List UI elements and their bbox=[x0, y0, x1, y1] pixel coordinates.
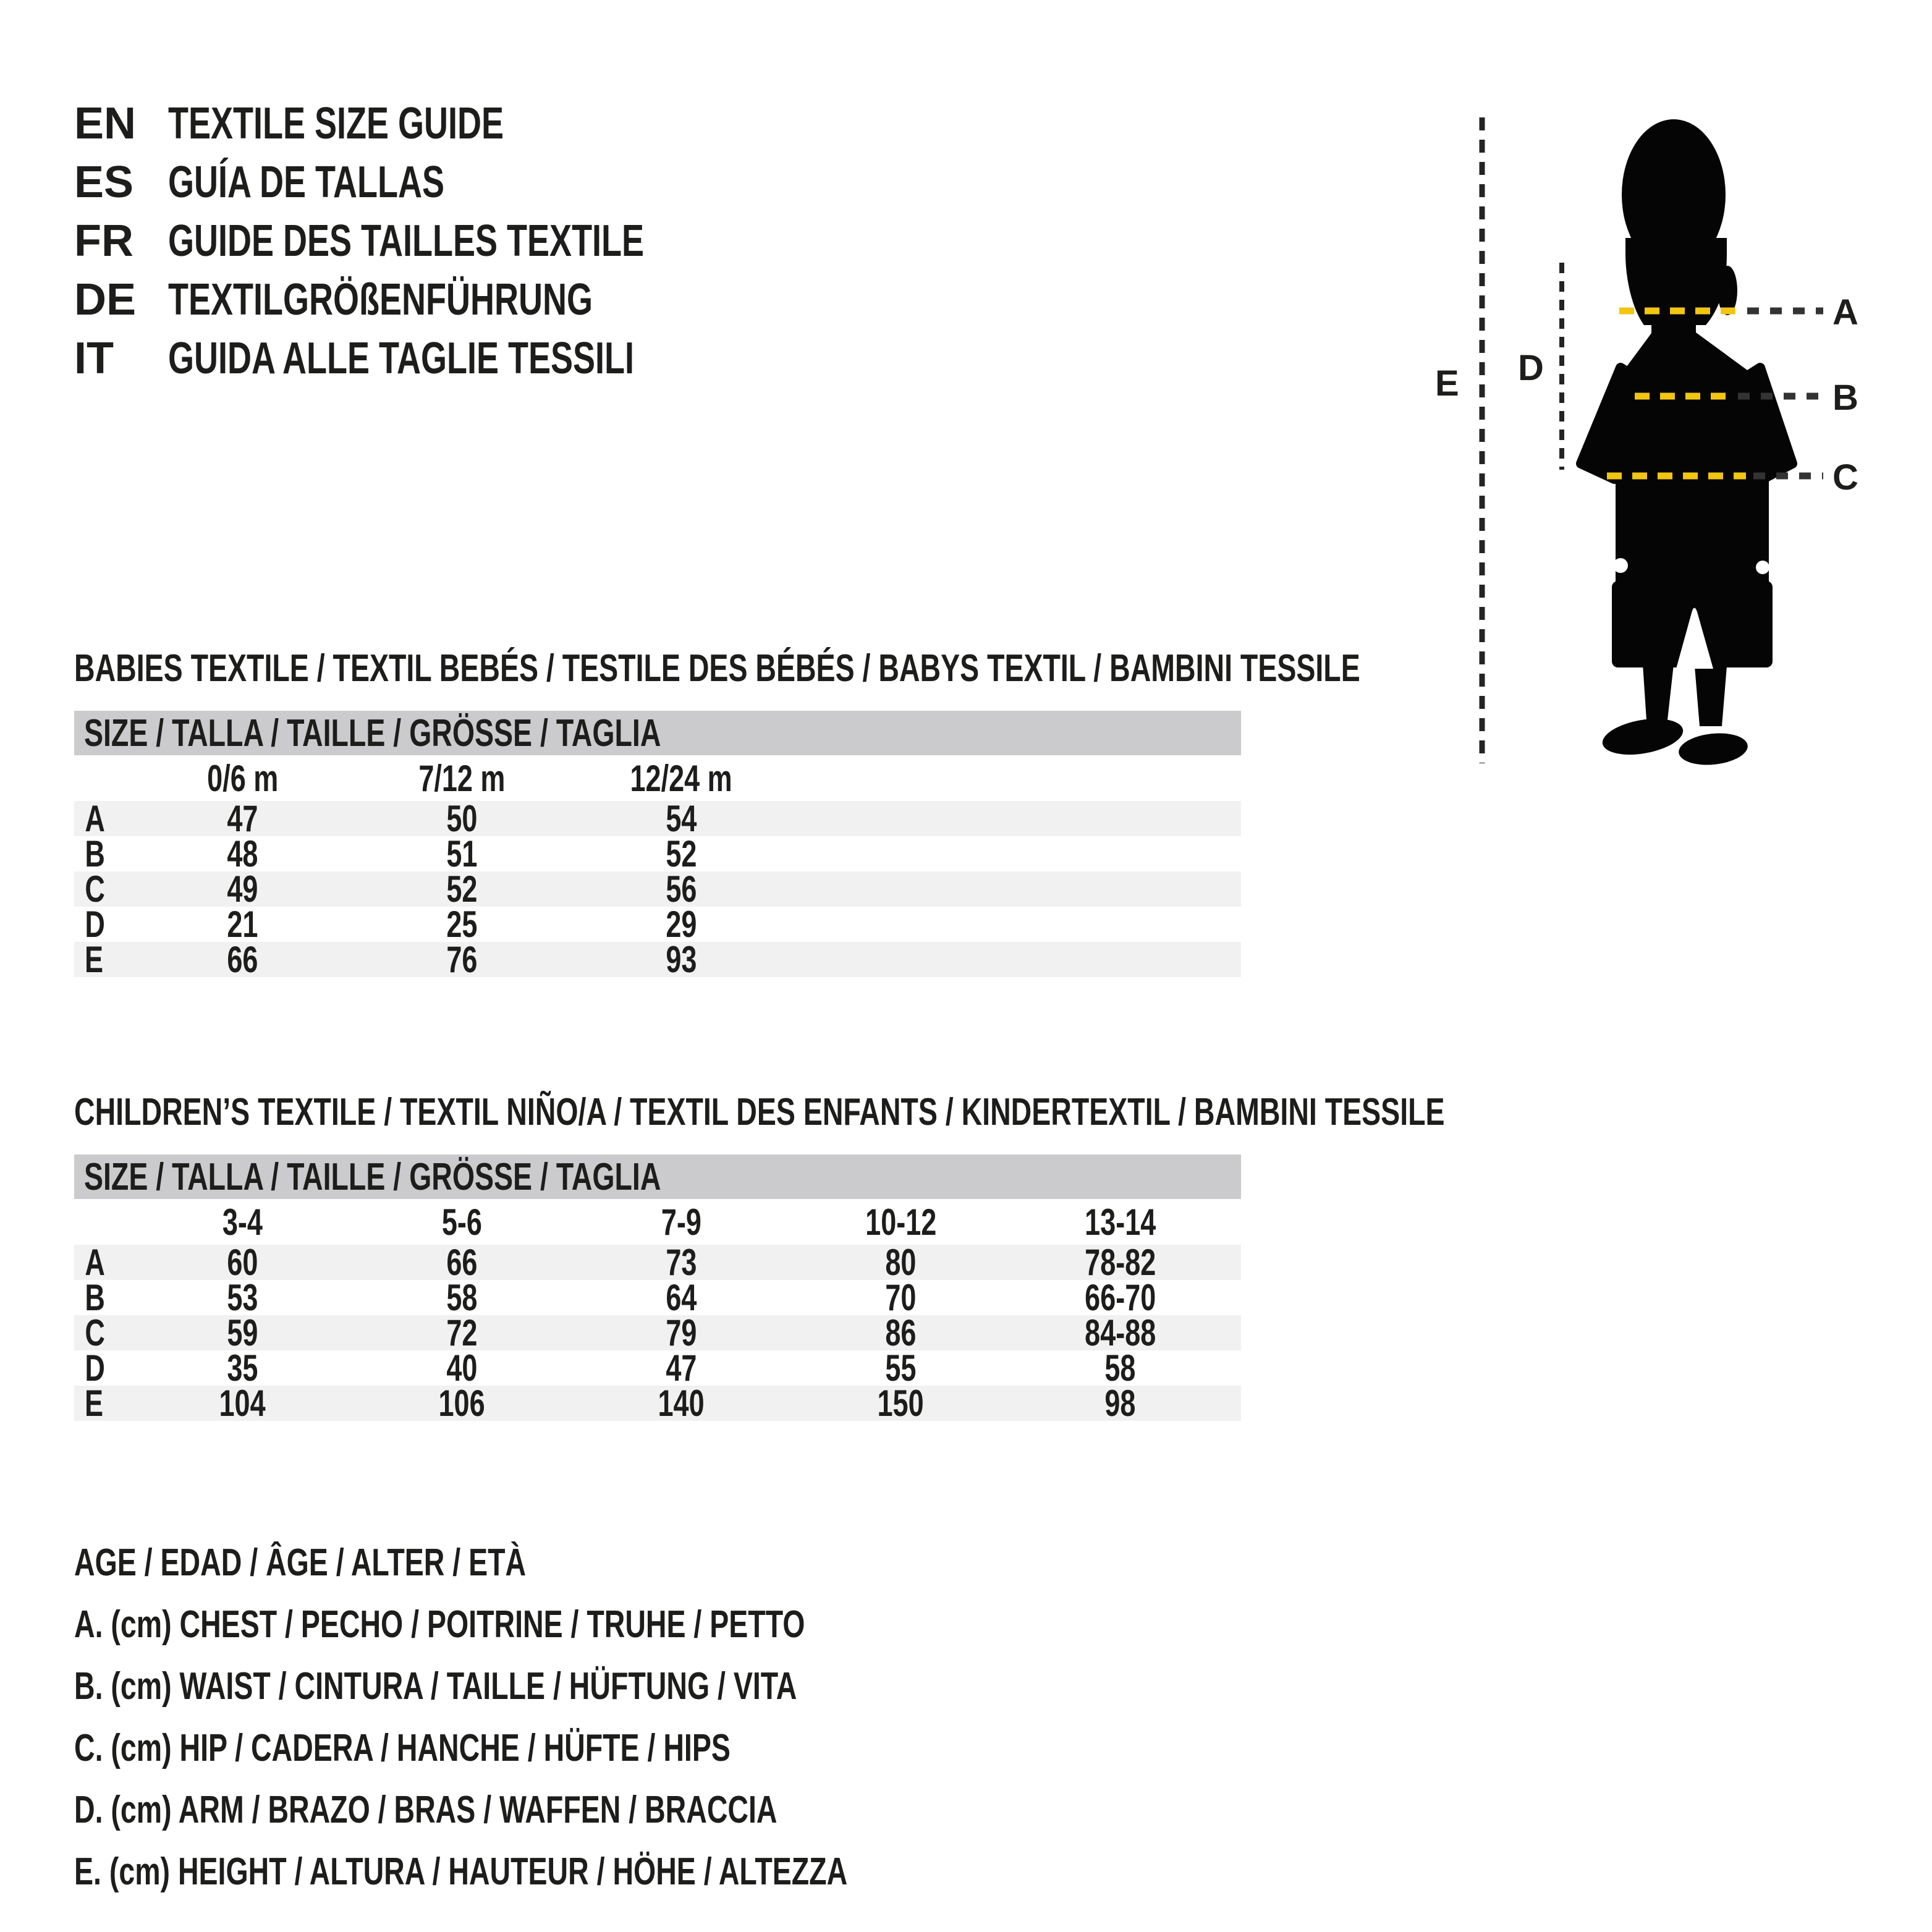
language-guide-title: GUIDA ALLE TAGLIE TESSILI bbox=[168, 334, 634, 383]
arm-label-d: D bbox=[1518, 348, 1544, 388]
size-value: 64 bbox=[666, 1277, 697, 1318]
size-value: 58 bbox=[446, 1277, 478, 1318]
language-code: ES bbox=[74, 158, 134, 207]
size-value: 48 bbox=[227, 833, 258, 875]
size-value: 47 bbox=[666, 1347, 697, 1389]
size-value: 150 bbox=[877, 1383, 925, 1424]
size-value: 53 bbox=[227, 1277, 258, 1318]
legend-line-text: B. (cm) WAIST / CINTURA / TAILLE / HÜFTUNG / VITA bbox=[74, 1665, 797, 1708]
babies-size-header bbox=[74, 711, 1241, 755]
size-value: 66 bbox=[446, 1242, 478, 1283]
legend-line-text: C. (cm) HIP / CADERA / HANCHE / HÜFTE / HIPS bbox=[74, 1727, 731, 1769]
language-row-fr bbox=[74, 218, 803, 276]
size-value: 50 bbox=[446, 798, 478, 839]
table-row bbox=[74, 939, 1241, 980]
row-label-text: D bbox=[85, 904, 105, 945]
language-guide-title: GUIDE DES TAILLES TEXTILE bbox=[168, 216, 645, 266]
size-value: 60 bbox=[227, 1242, 258, 1283]
waist-label-b: B bbox=[1832, 378, 1858, 418]
column-header-label: 13-14 bbox=[1084, 1201, 1156, 1243]
language-guide-title: TEXTILGRÖßENFÜHRUNG bbox=[168, 275, 593, 324]
children-section-title: CHILDREN’S TEXTILE / TEXTIL NIÑO/A / TEXTIL DES ENFANTS / KINDERTEXTIL / BAMBINI TESSILE bbox=[74, 1091, 1445, 1133]
row-label-text: C bbox=[85, 868, 105, 910]
size-value: 55 bbox=[885, 1347, 917, 1389]
column-header-row bbox=[74, 1199, 1241, 1245]
size-value-cell bbox=[133, 938, 352, 981]
size-value: 66 bbox=[227, 939, 258, 980]
table-row bbox=[74, 1347, 1241, 1389]
height-label-e: E bbox=[1435, 363, 1459, 404]
size-value: 76 bbox=[446, 939, 478, 980]
column-header-row bbox=[74, 755, 1241, 801]
children-size-table bbox=[74, 1155, 1241, 1424]
size-header-label: SIZE / TALLA / TAILLE / GRÖSSE / TAGLIA bbox=[84, 711, 661, 755]
babies-section-title: BABIES TEXTILE / TEXTIL BEBÉS / TESTILE DES BÉBÉS / BABYS TEXTIL / BAMBINI TESSILE bbox=[74, 647, 1360, 690]
column-header-label: 0/6 m bbox=[206, 757, 279, 799]
size-value: 98 bbox=[1104, 1383, 1136, 1424]
language-row-it bbox=[74, 335, 803, 394]
row-label-text: D bbox=[85, 1347, 105, 1389]
legend-line-1 bbox=[74, 1604, 1105, 1666]
legend-line-5 bbox=[74, 1852, 1105, 1913]
babies-size-table bbox=[74, 711, 1241, 980]
legend-line-4 bbox=[74, 1790, 1105, 1852]
column-header bbox=[1010, 1201, 1230, 1244]
size-value-cell bbox=[1010, 1382, 1230, 1425]
legend-line-text: AGE / EDAD / ÂGE / ALTER / ETÀ bbox=[74, 1541, 527, 1584]
size-value: 84-88 bbox=[1084, 1312, 1156, 1354]
table-row bbox=[74, 833, 1241, 875]
measurement-figure bbox=[1397, 93, 1932, 791]
language-guide-title: TEXTILE SIZE GUIDE bbox=[168, 99, 504, 148]
chest-label-a: A bbox=[1832, 292, 1858, 333]
column-header-label: 7/12 m bbox=[418, 757, 506, 799]
table-row bbox=[74, 1242, 1241, 1283]
column-header bbox=[133, 757, 352, 800]
column-header bbox=[572, 1201, 791, 1244]
legend-line-text: A. (cm) CHEST / PECHO / POITRINE / TRUHE / PETTO bbox=[74, 1603, 805, 1646]
legend-line-text: D. (cm) ARM / BRAZO / BRAS / WAFFEN / BRACCIA bbox=[74, 1789, 777, 1831]
legend-line-2 bbox=[74, 1666, 1105, 1728]
size-value-cell bbox=[572, 938, 791, 981]
language-code: IT bbox=[74, 334, 114, 383]
column-header-label: 7-9 bbox=[661, 1201, 702, 1243]
column-header-label: 3-4 bbox=[222, 1201, 263, 1243]
language-row-es bbox=[74, 159, 803, 218]
size-value: 47 bbox=[227, 798, 258, 839]
row-label-text: E bbox=[85, 1383, 104, 1424]
size-value: 56 bbox=[666, 868, 697, 910]
size-value: 79 bbox=[666, 1312, 697, 1354]
children-size-header bbox=[74, 1155, 1241, 1199]
size-header-label: SIZE / TALLA / TAILLE / GRÖSSE / TAGLIA bbox=[84, 1155, 661, 1198]
column-header-label: 5-6 bbox=[441, 1201, 483, 1243]
column-header-label: 12/24 m bbox=[630, 757, 733, 799]
column-header bbox=[572, 757, 791, 800]
size-value-cell bbox=[133, 1382, 352, 1425]
size-value: 70 bbox=[885, 1277, 917, 1318]
column-header bbox=[352, 757, 572, 800]
table-row bbox=[74, 798, 1241, 839]
size-value: 25 bbox=[446, 904, 478, 945]
language-guide-title: GUÍA DE TALLAS bbox=[168, 158, 444, 207]
row-label-text: A bbox=[85, 798, 105, 839]
row-label-text: B bbox=[85, 1277, 105, 1318]
table-row bbox=[74, 1277, 1241, 1318]
row-label-text: C bbox=[85, 1312, 105, 1354]
size-value: 52 bbox=[666, 833, 697, 875]
language-title-list bbox=[74, 100, 803, 394]
size-value: 49 bbox=[227, 868, 258, 910]
legend-line-0 bbox=[74, 1543, 1105, 1604]
size-value: 51 bbox=[446, 833, 478, 875]
row-label-text: B bbox=[85, 833, 105, 875]
legend-line-text: E. (cm) HEIGHT / ALTURA / HAUTEUR / HÖHE / ALTEZZA bbox=[74, 1850, 848, 1893]
size-value-cell bbox=[572, 1382, 791, 1425]
table-row bbox=[74, 904, 1241, 945]
language-code: EN bbox=[74, 99, 137, 148]
size-value-cell bbox=[791, 1382, 1010, 1425]
child-silhouette bbox=[1581, 119, 1792, 768]
language-row-en bbox=[74, 100, 803, 159]
size-value: 140 bbox=[658, 1383, 705, 1424]
size-value: 21 bbox=[227, 904, 258, 945]
size-value: 40 bbox=[446, 1347, 478, 1389]
size-value: 86 bbox=[885, 1312, 917, 1354]
size-value: 54 bbox=[666, 798, 697, 839]
language-code: FR bbox=[74, 216, 133, 266]
size-value: 73 bbox=[666, 1242, 697, 1283]
size-value: 106 bbox=[438, 1383, 486, 1424]
size-value: 59 bbox=[227, 1312, 258, 1354]
legend-line-3 bbox=[74, 1728, 1105, 1790]
column-header bbox=[791, 1201, 1010, 1244]
measurement-legend bbox=[74, 1543, 1105, 1913]
size-value: 78-82 bbox=[1084, 1242, 1156, 1283]
column-header bbox=[352, 1201, 572, 1244]
size-value: 72 bbox=[446, 1312, 478, 1354]
size-value: 66-70 bbox=[1084, 1277, 1156, 1318]
table-row bbox=[74, 868, 1241, 910]
size-value: 58 bbox=[1104, 1347, 1136, 1389]
size-value-cell bbox=[352, 938, 572, 981]
size-value: 35 bbox=[227, 1347, 258, 1389]
language-code: DE bbox=[74, 275, 137, 324]
table-row bbox=[74, 1383, 1241, 1424]
row-label-text: E bbox=[85, 939, 104, 980]
size-value: 104 bbox=[219, 1383, 266, 1424]
size-value: 80 bbox=[885, 1242, 917, 1283]
column-header bbox=[133, 1201, 352, 1244]
language-row-de bbox=[74, 276, 803, 335]
size-value: 93 bbox=[666, 939, 697, 980]
size-value: 52 bbox=[446, 868, 478, 910]
row-label-text: A bbox=[85, 1242, 105, 1283]
column-header-label: 10-12 bbox=[865, 1201, 937, 1243]
table-row bbox=[74, 1312, 1241, 1354]
hip-label-c: C bbox=[1832, 457, 1858, 498]
size-value: 29 bbox=[666, 904, 697, 945]
size-value-cell bbox=[352, 1382, 572, 1425]
